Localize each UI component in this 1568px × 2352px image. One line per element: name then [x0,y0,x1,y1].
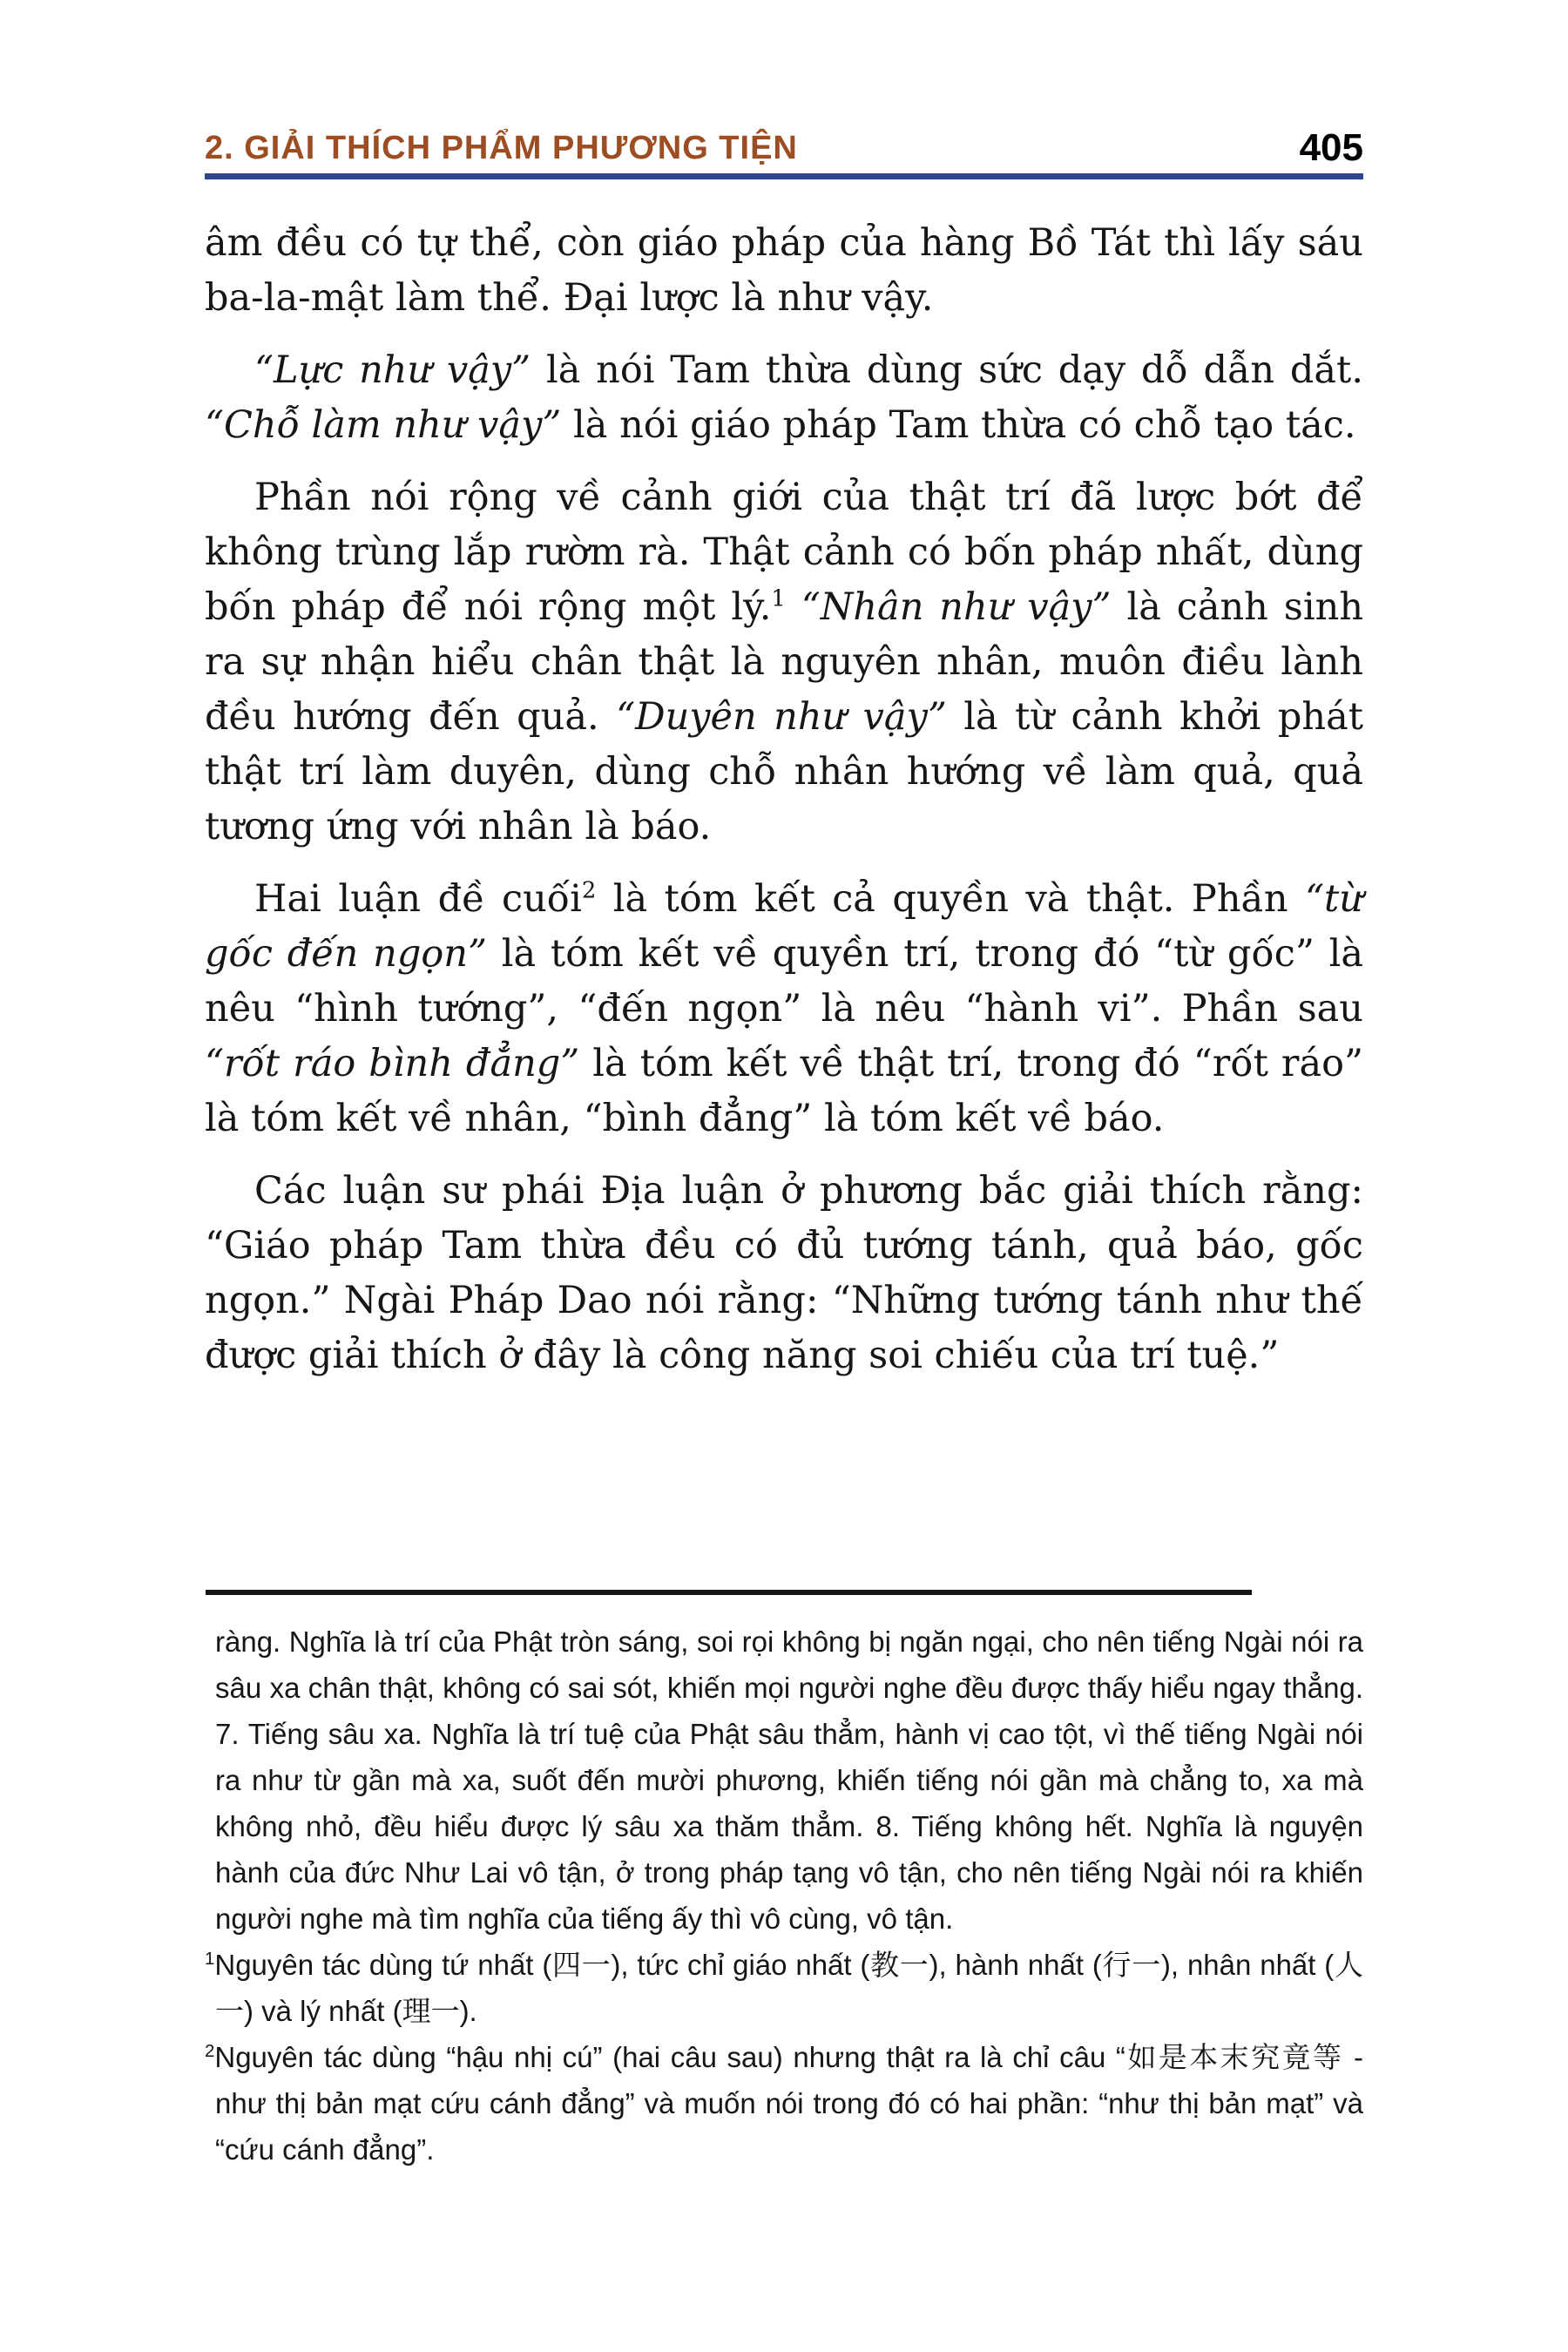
emphasis-text: “Lực như vậy” [254,348,531,392]
page-number: 405 [1299,126,1363,169]
text-run: Hai luận đề cuối [254,877,582,921]
emphasis-text: “Duyên như vậy” [616,695,947,739]
body-paragraph [205,1164,1363,1383]
footnote-ref: 2 [581,877,597,904]
text-run: Các luận sư phái Địa luận ở phương bắc giải thích rằng: “Giáo pháp Tam thừa đều có đủ tướng tánh, quả báo, gốc ngọn.” Ngài Pháp Dao nói rằng: “Những tướng tánh như thế được giải thích ở đây là công năng soi chiếu của trí tuệ.” [205,1169,1363,1377]
footnote-text: ràng. Nghĩa là trí của Phật tròn sáng, soi rọi không bị ngăn ngại, cho nên tiếng Ngài nói ra sâu xa chân thật, không có sai sót, khiến mọi người nghe đều được thấy hiểu ngay thẳng. 7. Tiếng sâu xa. Nghĩa là trí tuệ của Phật sâu thẳm, hành vị cao tột, vì thế tiếng Ngài nói ra như từ gần mà xa, suốt đến mười phương, khiến tiếng nói gần mà chẳng to, xa mà không nhỏ, đều hiểu được lý sâu xa thăm thẳm. 8. Tiếng không hết. Nghĩa là nguyện hành của đức Như Lai vô tận, ở trong pháp tạng vô tận, cho nên tiếng Ngài nói ra khiến người nghe mà tìm nghĩa của tiếng ấy thì vô cùng, vô tận. [215,1625,1363,1935]
text-run: là cảnh sinh ra sự nhận hiểu chân thật là nguyên nhân, muôn điều lành đều hướng đến quả. [205,585,1364,739]
emphasis-text: “Nhân như vậy” [801,585,1112,629]
text-run: âm đều có tự thể, còn giáo pháp của hàng Bồ Tát thì lấy sáu ba-la-mật làm thể. Đại lược là như vậy. [205,221,1363,320]
footnote-marker: 1 [205,1949,215,1969]
footnote-ref: 1 [771,585,786,612]
emphasis-text: “rốt ráo bình đẳng” [205,1042,580,1085]
text-run: là nói giáo pháp Tam thừa có chỗ tạo tác. [561,403,1356,447]
footnote-marker: 2 [205,2041,215,2061]
text-run: là tóm kết cả quyền và thật. Phần [596,877,1306,921]
footnote [205,2034,1363,2173]
text-run: là tóm kết về quyền trí, trong đó “từ gốc” là nêu “hình tướng”, “đến ngọn” là nêu “hành vi”. Phần sau [205,932,1363,1031]
body-paragraph [205,343,1363,453]
footnote-text: Nguyên tác dùng “hậu nhị cú” (hai câu sau) nhưng thật ra là chỉ câu “如是本末究竟等 - như thị bản mạt cứu cánh đẳng” và muốn nói trong đó có hai phần: “như thị bản mạt” và “cứu cánh đẳng”. [214,2041,1363,2166]
body-paragraph [205,216,1363,326]
text-run: là tóm kết về thật trí, trong đó “rốt ráo” là tóm kết về nhân, “bình đẳng” là tóm kết về báo. [205,1042,1363,1140]
footnote [205,1942,1363,2034]
emphasis-text: “Chỗ làm như vậy” [205,403,562,447]
footnotes [205,1619,1363,2173]
body-text [205,216,1363,1383]
text-run: là nói Tam thừa dùng sức dạy dỗ dẫn dắt. [531,348,1364,392]
emphasis-text: “từ gốc đến ngọn” [205,877,1363,976]
footnote [205,1619,1363,1942]
text-run: Phần nói rộng về cảnh giới của thật trí đã lược bớt để không trùng lắp rườm rà. Thật cảnh có bốn pháp nhất, dùng bốn pháp để nói rộng một lý. [205,476,1363,629]
page-header [205,126,1363,169]
header-rule [205,173,1363,179]
footnote-separator [206,1590,1252,1595]
text-run: là từ cảnh khởi phát thật trí làm duyên, dùng chỗ nhân hướng về làm quả, quả tương ứng với nhân là báo. [205,695,1363,848]
footnote-text: Nguyên tác dùng tứ nhất (四一), tức chỉ giáo nhất (教一), hành nhất (行一), nhân nhất (人一) và lý nhất (理一). [214,1949,1363,2027]
body-paragraph [205,872,1363,1146]
chapter-title: 2. GIẢI THÍCH PHẨM PHƯƠNG TIỆN [205,130,798,167]
text-run [786,585,801,629]
body-paragraph [205,470,1363,855]
